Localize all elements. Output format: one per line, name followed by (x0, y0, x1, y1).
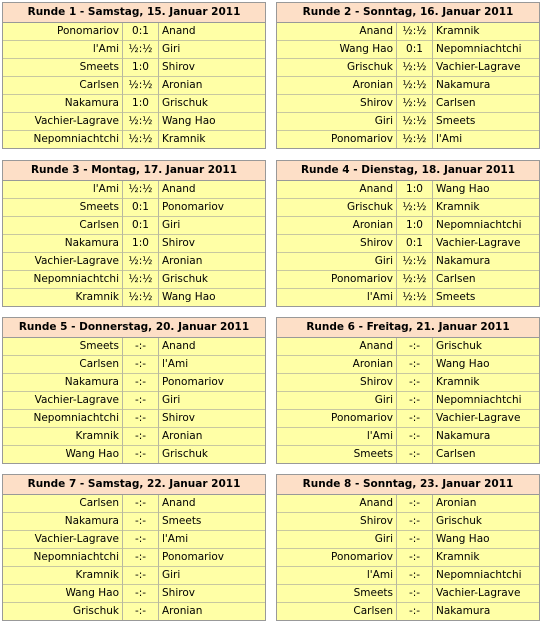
game-result: ½:½ (397, 289, 433, 307)
black-player: Nepomniachtchi (433, 567, 540, 585)
game-row (277, 95, 539, 113)
games-table (3, 181, 265, 306)
game-result: -:- (397, 567, 433, 585)
black-player: Anand (159, 495, 266, 513)
game-row (277, 113, 539, 131)
game-row (3, 77, 265, 95)
black-player: Giri (159, 392, 266, 410)
white-player: Anand (277, 181, 397, 199)
game-row (277, 41, 539, 59)
game-row (3, 410, 265, 428)
white-player: Smeets (277, 585, 397, 603)
game-row (3, 513, 265, 531)
game-row (3, 23, 265, 41)
game-row (3, 549, 265, 567)
game-result: ½:½ (123, 181, 159, 199)
black-player: Carlsen (433, 271, 540, 289)
game-result: 0:1 (397, 235, 433, 253)
white-player: l'Ami (277, 567, 397, 585)
game-result: ½:½ (397, 59, 433, 77)
black-player: Carlsen (433, 446, 540, 464)
game-result: -:- (123, 567, 159, 585)
game-result: 1:0 (397, 181, 433, 199)
game-row (3, 567, 265, 585)
game-result: -:- (397, 410, 433, 428)
white-player: Grischuk (277, 199, 397, 217)
black-player: Smeets (433, 289, 540, 307)
white-player: Grischuk (277, 59, 397, 77)
round-1-box (2, 2, 266, 149)
white-player: Nepomniachtchi (3, 410, 123, 428)
white-player: Shirov (277, 374, 397, 392)
white-player: Smeets (3, 199, 123, 217)
white-player: l'Ami (277, 428, 397, 446)
round-7-box (2, 474, 266, 621)
game-row (3, 199, 265, 217)
round-4-box (276, 160, 540, 307)
black-player: Shirov (159, 410, 266, 428)
white-player: Smeets (277, 446, 397, 464)
game-row (277, 23, 539, 41)
game-row (277, 446, 539, 464)
game-row (3, 603, 265, 621)
round-title: Runde 2 - Sonntag, 16. Januar 2011 (277, 3, 539, 23)
black-player: Smeets (159, 513, 266, 531)
game-result: ½:½ (123, 131, 159, 149)
black-player: Shirov (159, 585, 266, 603)
white-player: Smeets (3, 59, 123, 77)
game-result: -:- (123, 603, 159, 621)
game-result: ½:½ (123, 271, 159, 289)
game-row (3, 356, 265, 374)
white-player: Kramnik (3, 428, 123, 446)
white-player: Giri (277, 113, 397, 131)
game-row (3, 392, 265, 410)
game-row (277, 59, 539, 77)
game-row (3, 531, 265, 549)
black-player: Ponomariov (159, 199, 266, 217)
white-player: Carlsen (3, 356, 123, 374)
white-player: Ponomariov (3, 23, 123, 41)
game-row (3, 59, 265, 77)
black-player: Nakamura (433, 428, 540, 446)
round-6-box (276, 317, 540, 464)
game-row (277, 217, 539, 235)
game-row (277, 585, 539, 603)
white-player: Vachier-Lagrave (3, 253, 123, 271)
white-player: Vachier-Lagrave (3, 392, 123, 410)
games-table (277, 181, 539, 306)
game-row (3, 338, 265, 356)
game-row (277, 181, 539, 199)
black-player: Carlsen (433, 95, 540, 113)
games-table (277, 23, 539, 148)
white-player: Carlsen (3, 495, 123, 513)
game-row (3, 235, 265, 253)
black-player: Aronian (159, 603, 266, 621)
game-row (3, 428, 265, 446)
black-player: Giri (159, 41, 266, 59)
white-player: Carlsen (3, 217, 123, 235)
game-row (277, 131, 539, 149)
black-player: l'Ami (159, 356, 266, 374)
game-row (277, 199, 539, 217)
white-player: Ponomariov (277, 271, 397, 289)
game-result: -:- (123, 356, 159, 374)
white-player: Wang Hao (3, 585, 123, 603)
black-player: Vachier-Lagrave (433, 59, 540, 77)
white-player: Shirov (277, 235, 397, 253)
game-result: ½:½ (397, 271, 433, 289)
white-player: Kramnik (3, 567, 123, 585)
game-result: -:- (397, 513, 433, 531)
games-table (3, 23, 265, 148)
white-player: Wang Hao (3, 446, 123, 464)
games-table (277, 338, 539, 463)
game-result: -:- (397, 446, 433, 464)
game-result: -:- (123, 410, 159, 428)
game-result: ½:½ (123, 41, 159, 59)
black-player: Smeets (433, 113, 540, 131)
black-player: Nakamura (433, 77, 540, 95)
game-result: -:- (397, 603, 433, 621)
black-player: Anand (159, 338, 266, 356)
game-result: ½:½ (397, 253, 433, 271)
game-row (277, 603, 539, 621)
round-title: Runde 3 - Montag, 17. Januar 2011 (3, 161, 265, 181)
black-player: Nakamura (433, 253, 540, 271)
round-title: Runde 7 - Samstag, 22. Januar 2011 (3, 475, 265, 495)
white-player: Grischuk (3, 603, 123, 621)
white-player: Shirov (277, 95, 397, 113)
white-player: Nakamura (3, 95, 123, 113)
game-row (3, 495, 265, 513)
game-result: ½:½ (397, 131, 433, 149)
white-player: Giri (277, 253, 397, 271)
game-result: -:- (123, 392, 159, 410)
black-player: Kramnik (433, 549, 540, 567)
black-player: Wang Hao (433, 531, 540, 549)
black-player: Grischuk (159, 446, 266, 464)
black-player: Grischuk (433, 338, 540, 356)
black-player: Kramnik (433, 23, 540, 41)
game-row (277, 271, 539, 289)
game-result: ½:½ (123, 289, 159, 307)
game-row (3, 253, 265, 271)
black-player: Grischuk (433, 513, 540, 531)
white-player: Aronian (277, 77, 397, 95)
game-row (277, 392, 539, 410)
white-player: Aronian (277, 217, 397, 235)
game-row (3, 113, 265, 131)
game-result: -:- (397, 374, 433, 392)
white-player: Vachier-Lagrave (3, 113, 123, 131)
round-title: Runde 6 - Freitag, 21. Januar 2011 (277, 318, 539, 338)
game-result: 1:0 (123, 59, 159, 77)
white-player: Giri (277, 531, 397, 549)
white-player: Carlsen (3, 77, 123, 95)
black-player: Nepomniachtchi (433, 41, 540, 59)
game-row (3, 289, 265, 307)
game-row (3, 446, 265, 464)
game-row (277, 428, 539, 446)
game-result: -:- (123, 549, 159, 567)
black-player: Kramnik (433, 374, 540, 392)
game-row (277, 235, 539, 253)
game-result: -:- (123, 495, 159, 513)
black-player: Shirov (159, 59, 266, 77)
game-result: ½:½ (397, 23, 433, 41)
game-row (277, 289, 539, 307)
black-player: Grischuk (159, 95, 266, 113)
white-player: Nakamura (3, 374, 123, 392)
game-row (3, 95, 265, 113)
round-8-box (276, 474, 540, 621)
white-player: Ponomariov (277, 410, 397, 428)
black-player: Wang Hao (159, 289, 266, 307)
white-player: l'Ami (277, 289, 397, 307)
white-player: Ponomariov (277, 549, 397, 567)
white-player: Anand (277, 338, 397, 356)
black-player: Vachier-Lagrave (433, 235, 540, 253)
white-player: Nepomniachtchi (3, 271, 123, 289)
game-result: -:- (397, 495, 433, 513)
round-title: Runde 4 - Dienstag, 18. Januar 2011 (277, 161, 539, 181)
game-row (3, 271, 265, 289)
white-player: l'Ami (3, 181, 123, 199)
game-result: 0:1 (123, 199, 159, 217)
game-result: ½:½ (397, 77, 433, 95)
game-result: -:- (397, 428, 433, 446)
game-result: ½:½ (397, 199, 433, 217)
white-player: Anand (277, 495, 397, 513)
game-row (3, 41, 265, 59)
black-player: Aronian (433, 495, 540, 513)
game-row (277, 374, 539, 392)
white-player: Nepomniachtchi (3, 131, 123, 149)
white-player: Carlsen (277, 603, 397, 621)
black-player: Kramnik (159, 131, 266, 149)
black-player: Wang Hao (433, 356, 540, 374)
game-result: ½:½ (397, 95, 433, 113)
game-result: -:- (397, 585, 433, 603)
game-result: -:- (123, 513, 159, 531)
white-player: Aronian (277, 356, 397, 374)
black-player: Giri (159, 567, 266, 585)
white-player: Giri (277, 392, 397, 410)
game-result: ½:½ (123, 253, 159, 271)
game-result: -:- (123, 374, 159, 392)
game-result: -:- (123, 585, 159, 603)
game-result: ½:½ (397, 113, 433, 131)
black-player: Anand (159, 23, 266, 41)
white-player: Vachier-Lagrave (3, 531, 123, 549)
game-row (3, 585, 265, 603)
game-row (3, 374, 265, 392)
game-row (277, 356, 539, 374)
game-row (3, 217, 265, 235)
white-player: Wang Hao (277, 41, 397, 59)
game-result: -:- (397, 531, 433, 549)
game-result: -:- (123, 446, 159, 464)
black-player: Vachier-Lagrave (433, 410, 540, 428)
black-player: l'Ami (159, 531, 266, 549)
game-result: -:- (123, 338, 159, 356)
round-2-box (276, 2, 540, 149)
white-player: Nepomniachtchi (3, 549, 123, 567)
game-row (277, 549, 539, 567)
white-player: Anand (277, 23, 397, 41)
black-player: Vachier-Lagrave (433, 585, 540, 603)
game-row (277, 253, 539, 271)
game-row (277, 77, 539, 95)
black-player: Giri (159, 217, 266, 235)
white-player: Kramnik (3, 289, 123, 307)
game-row (277, 410, 539, 428)
black-player: Wang Hao (433, 181, 540, 199)
game-result: -:- (397, 392, 433, 410)
game-result: 1:0 (123, 235, 159, 253)
game-result: 0:1 (123, 217, 159, 235)
black-player: Aronian (159, 253, 266, 271)
black-player: Shirov (159, 235, 266, 253)
game-result: -:- (397, 338, 433, 356)
round-title: Runde 5 - Donnerstag, 20. Januar 2011 (3, 318, 265, 338)
black-player: Nakamura (433, 603, 540, 621)
black-player: Grischuk (159, 271, 266, 289)
game-result: 0:1 (397, 41, 433, 59)
game-result: 1:0 (397, 217, 433, 235)
game-row (277, 513, 539, 531)
game-result: -:- (123, 428, 159, 446)
game-row (277, 567, 539, 585)
round-title: Runde 1 - Samstag, 15. Januar 2011 (3, 3, 265, 23)
white-player: Nakamura (3, 513, 123, 531)
game-row (277, 531, 539, 549)
games-table (277, 495, 539, 620)
game-result: ½:½ (123, 77, 159, 95)
black-player: Nepomniachtchi (433, 392, 540, 410)
games-table (3, 495, 265, 620)
game-row (277, 338, 539, 356)
black-player: Ponomariov (159, 374, 266, 392)
black-player: Wang Hao (159, 113, 266, 131)
game-result: -:- (123, 531, 159, 549)
round-3-box (2, 160, 266, 307)
round-5-box (2, 317, 266, 464)
round-title: Runde 8 - Sonntag, 23. Januar 2011 (277, 475, 539, 495)
game-result: -:- (397, 549, 433, 567)
white-player: Shirov (277, 513, 397, 531)
black-player: Nepomniachtchi (433, 217, 540, 235)
black-player: Kramnik (433, 199, 540, 217)
black-player: Aronian (159, 428, 266, 446)
game-row (3, 131, 265, 149)
game-result: 0:1 (123, 23, 159, 41)
black-player: l'Ami (433, 131, 540, 149)
white-player: Nakamura (3, 235, 123, 253)
black-player: Aronian (159, 77, 266, 95)
white-player: Smeets (3, 338, 123, 356)
game-result: 1:0 (123, 95, 159, 113)
white-player: Ponomariov (277, 131, 397, 149)
white-player: l'Ami (3, 41, 123, 59)
game-row (277, 495, 539, 513)
game-row (3, 181, 265, 199)
black-player: Anand (159, 181, 266, 199)
games-table (3, 338, 265, 463)
game-result: ½:½ (123, 113, 159, 131)
game-result: -:- (397, 356, 433, 374)
black-player: Ponomariov (159, 549, 266, 567)
